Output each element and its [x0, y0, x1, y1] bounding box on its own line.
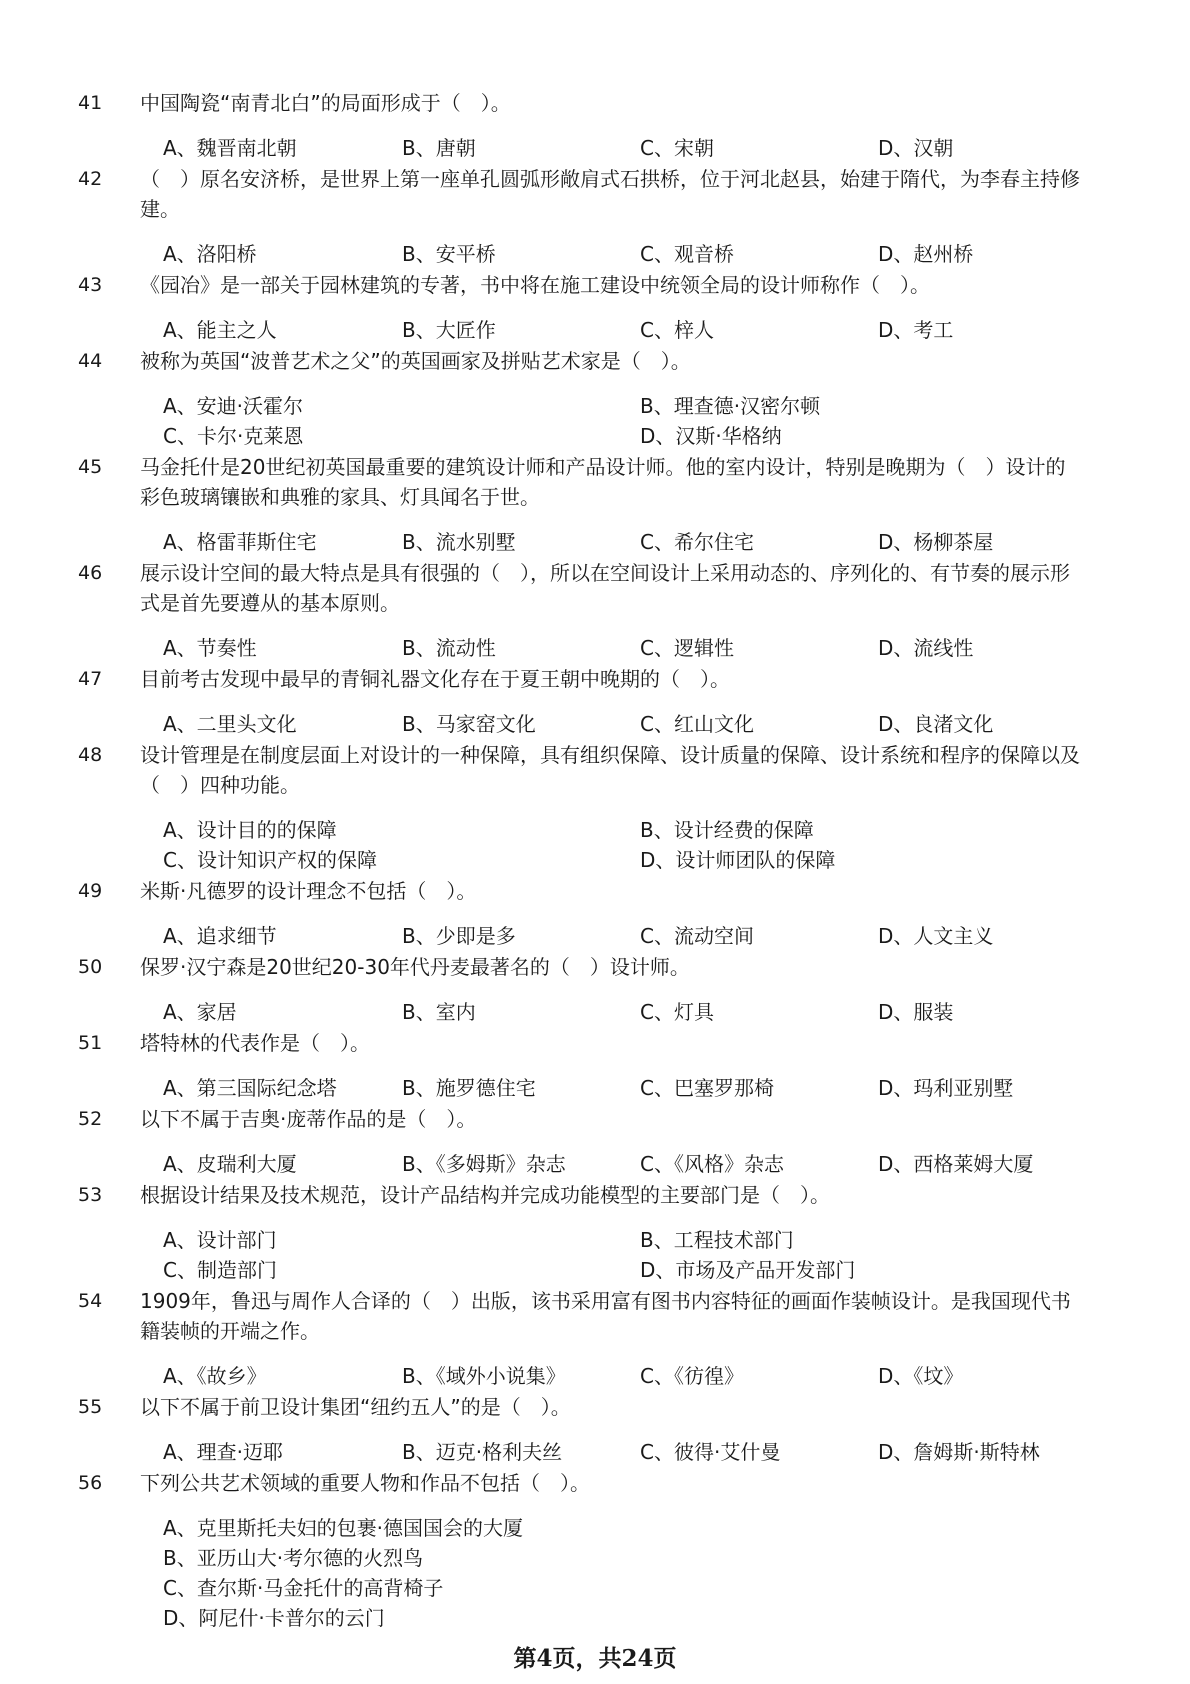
option-c: C、希尔住宅: [640, 530, 754, 554]
option-c: C、查尔斯·马金托什的高背椅子: [163, 1576, 444, 1600]
option-a: A、格雷菲斯住宅: [163, 530, 317, 554]
option-b: B、工程技术部门: [640, 1228, 794, 1252]
option-d: D、市场及产品开发部门: [640, 1258, 856, 1282]
option-d: D、西格莱姆大厦: [878, 1152, 1034, 1176]
option-c: C、彼得·艾什曼: [640, 1440, 781, 1464]
option-a: A、克里斯托夫妇的包裹·德国国会的大厦: [163, 1516, 524, 1540]
option-c: C、卡尔·克莱恩: [163, 424, 304, 448]
option-c: C、《风格》杂志: [640, 1152, 784, 1176]
question-number: 48: [78, 744, 103, 766]
question-stem: （ ）原名安济桥，是世界上第一座单孔圆弧形敞肩式石拱桥，位于河北赵县，始建于隋代，为李春主持修建。: [140, 167, 1080, 221]
question-stem: 米斯·凡德罗的设计理念不包括（ ）。: [140, 879, 477, 903]
option-c: C、流动空间: [640, 924, 754, 948]
option-c: C、《彷徨》: [640, 1364, 744, 1388]
option-d: D、设计师团队的保障: [640, 848, 836, 872]
question-stem: 根据设计结果及技术规范，设计产品结构并完成功能模型的主要部门是（ ）。: [140, 1183, 830, 1207]
option-d: D、玛利亚别墅: [878, 1076, 1014, 1100]
question-number: 53: [78, 1184, 103, 1206]
option-a: A、皮瑞利大厦: [163, 1152, 297, 1176]
question-stem: 以下不属于前卫设计集团“纽约五人”的是（ ）。: [140, 1395, 571, 1419]
option-d: D、杨柳茶屋: [878, 530, 994, 554]
page-footer: 第4页，共24页: [513, 1645, 677, 1672]
question-number: 56: [78, 1472, 103, 1494]
option-c: C、制造部门: [163, 1258, 277, 1282]
question-stem: 塔特林的代表作是（ ）。: [140, 1031, 370, 1055]
question-number: 51: [78, 1032, 103, 1054]
option-d: D、《坟》: [878, 1364, 964, 1388]
option-a: A、设计部门: [163, 1228, 277, 1252]
question-stem: 保罗·汉宁森是20世纪20-30年代丹麦最著名的（ ）设计师。: [140, 955, 690, 979]
question-number: 45: [78, 456, 103, 478]
option-d: D、詹姆斯·斯特林: [878, 1440, 1040, 1464]
option-a: A、设计目的的保障: [163, 818, 337, 842]
option-b: B、安平桥: [402, 242, 496, 266]
option-a: A、洛阳桥: [163, 242, 257, 266]
question-stem: 以下不属于吉奥·庞蒂作品的是（ ）。: [140, 1107, 477, 1131]
option-a: A、追求细节: [163, 924, 277, 948]
question-number: 46: [78, 562, 103, 584]
option-d: D、流线性: [878, 636, 974, 660]
option-d: D、汉朝: [878, 136, 954, 160]
option-a: A、节奏性: [163, 636, 257, 660]
question-number: 49: [78, 880, 103, 902]
option-a: A、二里头文化: [163, 712, 297, 736]
option-c: C、设计知识产权的保障: [163, 848, 377, 872]
option-b: B、理查德·汉密尔顿: [640, 394, 821, 418]
question-number: 41: [78, 92, 103, 114]
option-c: C、观音桥: [640, 242, 734, 266]
option-d: D、服装: [878, 1000, 954, 1024]
option-c: C、灯具: [640, 1000, 714, 1024]
option-a: A、安迪·沃霍尔: [163, 394, 304, 418]
option-b: B、《多姆斯》杂志: [402, 1152, 566, 1176]
option-b: B、流水别墅: [402, 530, 516, 554]
option-c: C、宋朝: [640, 136, 714, 160]
option-b: B、室内: [402, 1000, 476, 1024]
option-b: B、迈克·格利夫丝: [402, 1440, 563, 1464]
question-stem: 1909年，鲁迅与周作人合译的（ ）出版，该书采用富有图书内容特征的画面作装帧设计。是我国现代书籍装帧的开端之作。: [140, 1289, 1071, 1343]
question-number: 43: [78, 274, 103, 296]
option-d: D、赵州桥: [878, 242, 974, 266]
option-c: C、逻辑性: [640, 636, 734, 660]
question-number: 54: [78, 1290, 103, 1312]
question-stem: 目前考古发现中最早的青铜礼器文化存在于夏王朝中晚期的（ ）。: [140, 667, 730, 691]
question-stem: 《园冶》是一部关于园林建筑的专著，书中将在施工建设中统领全局的设计师称作（ ）。: [140, 273, 930, 297]
option-b: B、马家窑文化: [402, 712, 536, 736]
question-stem: 设计管理是在制度层面上对设计的一种保障，具有组织保障、设计质量的保障、设计系统和程序的保障以及（ ）四种功能。: [140, 743, 1080, 797]
question-stem: 下列公共艺术领域的重要人物和作品不包括（ ）。: [140, 1471, 590, 1495]
option-c: C、巴塞罗那椅: [640, 1076, 774, 1100]
option-d: D、阿尼什·卡普尔的云门: [163, 1606, 385, 1630]
option-b: B、少即是多: [402, 924, 516, 948]
option-b: B、大匠作: [402, 318, 496, 342]
question-number: 50: [78, 956, 103, 978]
question-stem: 展示设计空间的最大特点是具有很强的（ ），所以在空间设计上采用动态的、序列化的、有节奏的展示形式是首先要遵从的基本原则。: [140, 561, 1070, 615]
question-number: 52: [78, 1108, 103, 1130]
option-d: D、良渚文化: [878, 712, 994, 736]
option-b: B、流动性: [402, 636, 496, 660]
option-d: D、考工: [878, 318, 954, 342]
option-a: A、家居: [163, 1000, 237, 1024]
option-b: B、《域外小说集》: [402, 1364, 566, 1388]
question-number: 55: [78, 1396, 103, 1418]
option-c: C、梓人: [640, 318, 714, 342]
option-d: D、人文主义: [878, 924, 994, 948]
question-number: 44: [78, 350, 103, 372]
option-b: B、亚历山大·考尔德的火烈鸟: [163, 1546, 424, 1570]
option-a: A、魏晋南北朝: [163, 136, 297, 160]
question-number: 42: [78, 168, 103, 190]
question-number: 47: [78, 668, 103, 690]
option-a: A、理查·迈耶: [163, 1440, 284, 1464]
option-a: A、第三国际纪念塔: [163, 1076, 337, 1100]
option-d: D、汉斯·华格纳: [640, 424, 782, 448]
question-stem: 被称为英国“波普艺术之父”的英国画家及拼贴艺术家是（ ）。: [140, 349, 691, 373]
option-b: B、施罗德住宅: [402, 1076, 536, 1100]
option-a: A、能主之人: [163, 318, 277, 342]
question-stem: 马金托什是20世纪初英国最重要的建筑设计师和产品设计师。他的室内设计，特别是晚期为（ ）设计的彩色玻璃镶嵌和典雅的家具、灯具闻名于世。: [140, 455, 1066, 509]
option-b: B、设计经费的保障: [640, 818, 814, 842]
option-c: C、红山文化: [640, 712, 754, 736]
option-a: A、《故乡》: [163, 1364, 267, 1388]
option-b: B、唐朝: [402, 136, 476, 160]
question-stem: 中国陶瓷“南青北白”的局面形成于（ ）。: [140, 91, 511, 115]
